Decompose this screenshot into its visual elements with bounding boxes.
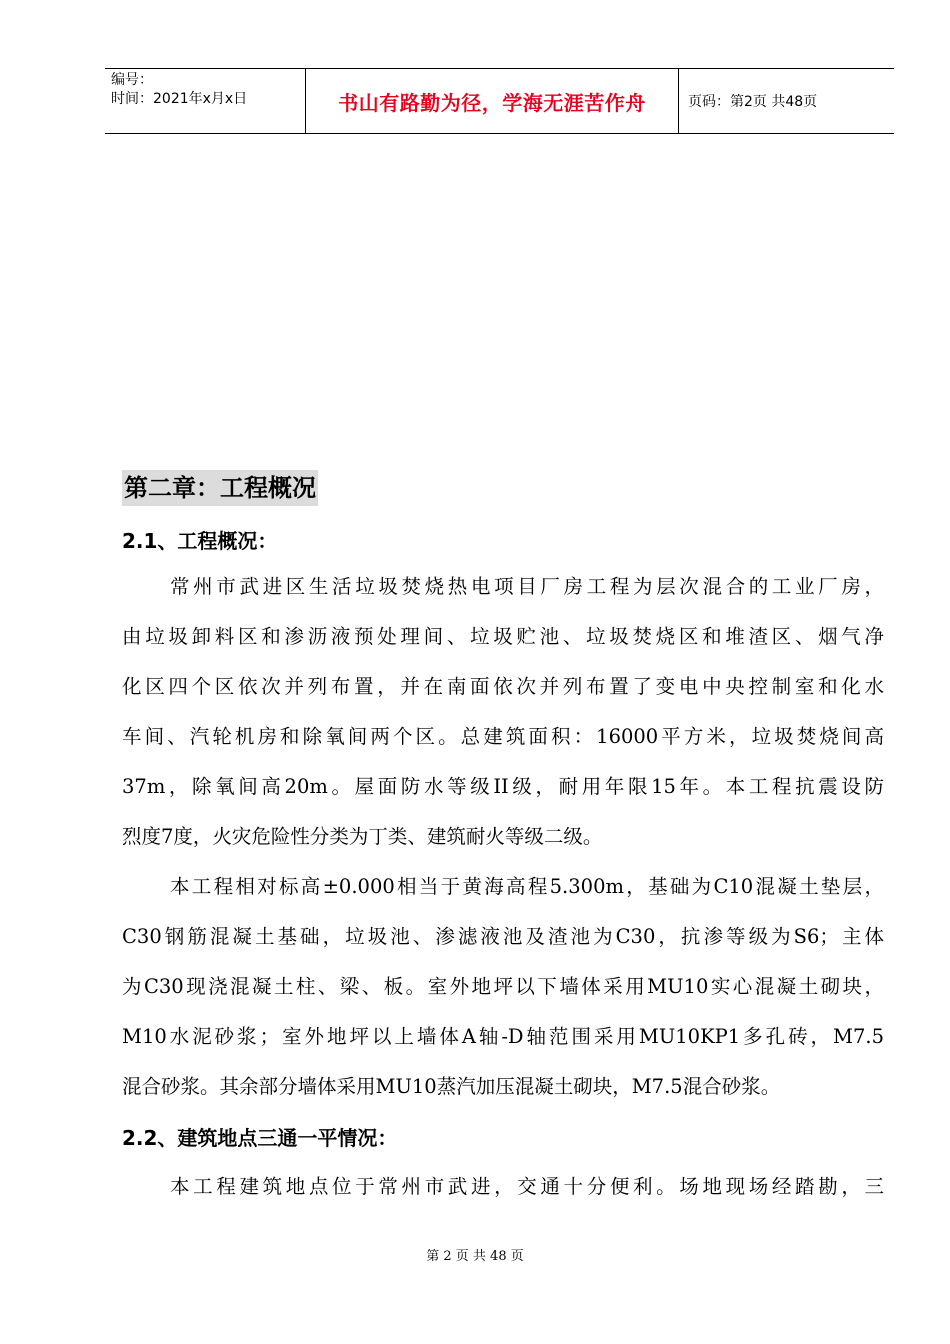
header-code-label: 编号： [111,72,153,88]
header-meta [105,69,306,133]
page-header [105,68,894,134]
body-line: 本工程相对标高±0.000相当于黄海高程5.300m，基础为C10混凝土垫层， [170,875,884,898]
header-page-info: 页码：第2页 共48页 [688,94,818,110]
body-line: 常州市武进区生活垃圾焚烧热电项目厂房工程为层次混合的工业厂房， [170,575,884,598]
body-line: 37m，除氧间高20m。屋面防水等级II级，耐用年限15年。本工程抗震设防 [122,775,884,798]
body-line: 为C30现浇混凝土柱、梁、板。室外地坪以下墙体采用MU10实心混凝土砌块， [122,975,884,998]
body-line: 车间、汽轮机房和除氧间两个区。总建筑面积：16000平方米，垃圾焚烧间高 [122,725,884,748]
body-line: 由垃圾卸料区和渗沥液预处理间、垃圾贮池、垃圾焚烧区和堆渣区、烟气净 [122,625,884,648]
body-line: 混合砂浆。其余部分墙体采用MU10蒸汽加压混凝土砌块，M7.5混合砂浆。 [122,1075,781,1098]
header-date: 时间：2021年x月x日 [111,91,248,107]
page-footer: 第 2 页 共 48 页 [426,1249,524,1264]
header-motto: 书山有路勤为径，学海无涯苦作舟 [306,69,679,133]
body-line: 本工程建筑地点位于常州市武进，交通十分便利。场地现场经踏勘，三 [170,1175,884,1198]
section-heading: 2.1、工程概况： [122,529,278,553]
section-heading: 2.2、建筑地点三通一平情况： [122,1126,398,1150]
body-line: M10水泥砂浆；室外地坪以上墙体A轴-D轴范围采用MU10KP1多孔砖，M7.5 [122,1025,884,1048]
body-line: 烈度7度，火灾危险性分类为丁类、建筑耐火等级二级。 [122,825,603,848]
body-line: C30钢筋混凝土基础，垃圾池、渗滤液池及渣池为C30，抗渗等级为S6；主体 [122,925,884,948]
chapter-title: 第二章：工程概况 [122,470,318,506]
body-line: 化区四个区依次并列布置，并在南面依次并列布置了变电中央控制室和化水 [122,675,884,698]
